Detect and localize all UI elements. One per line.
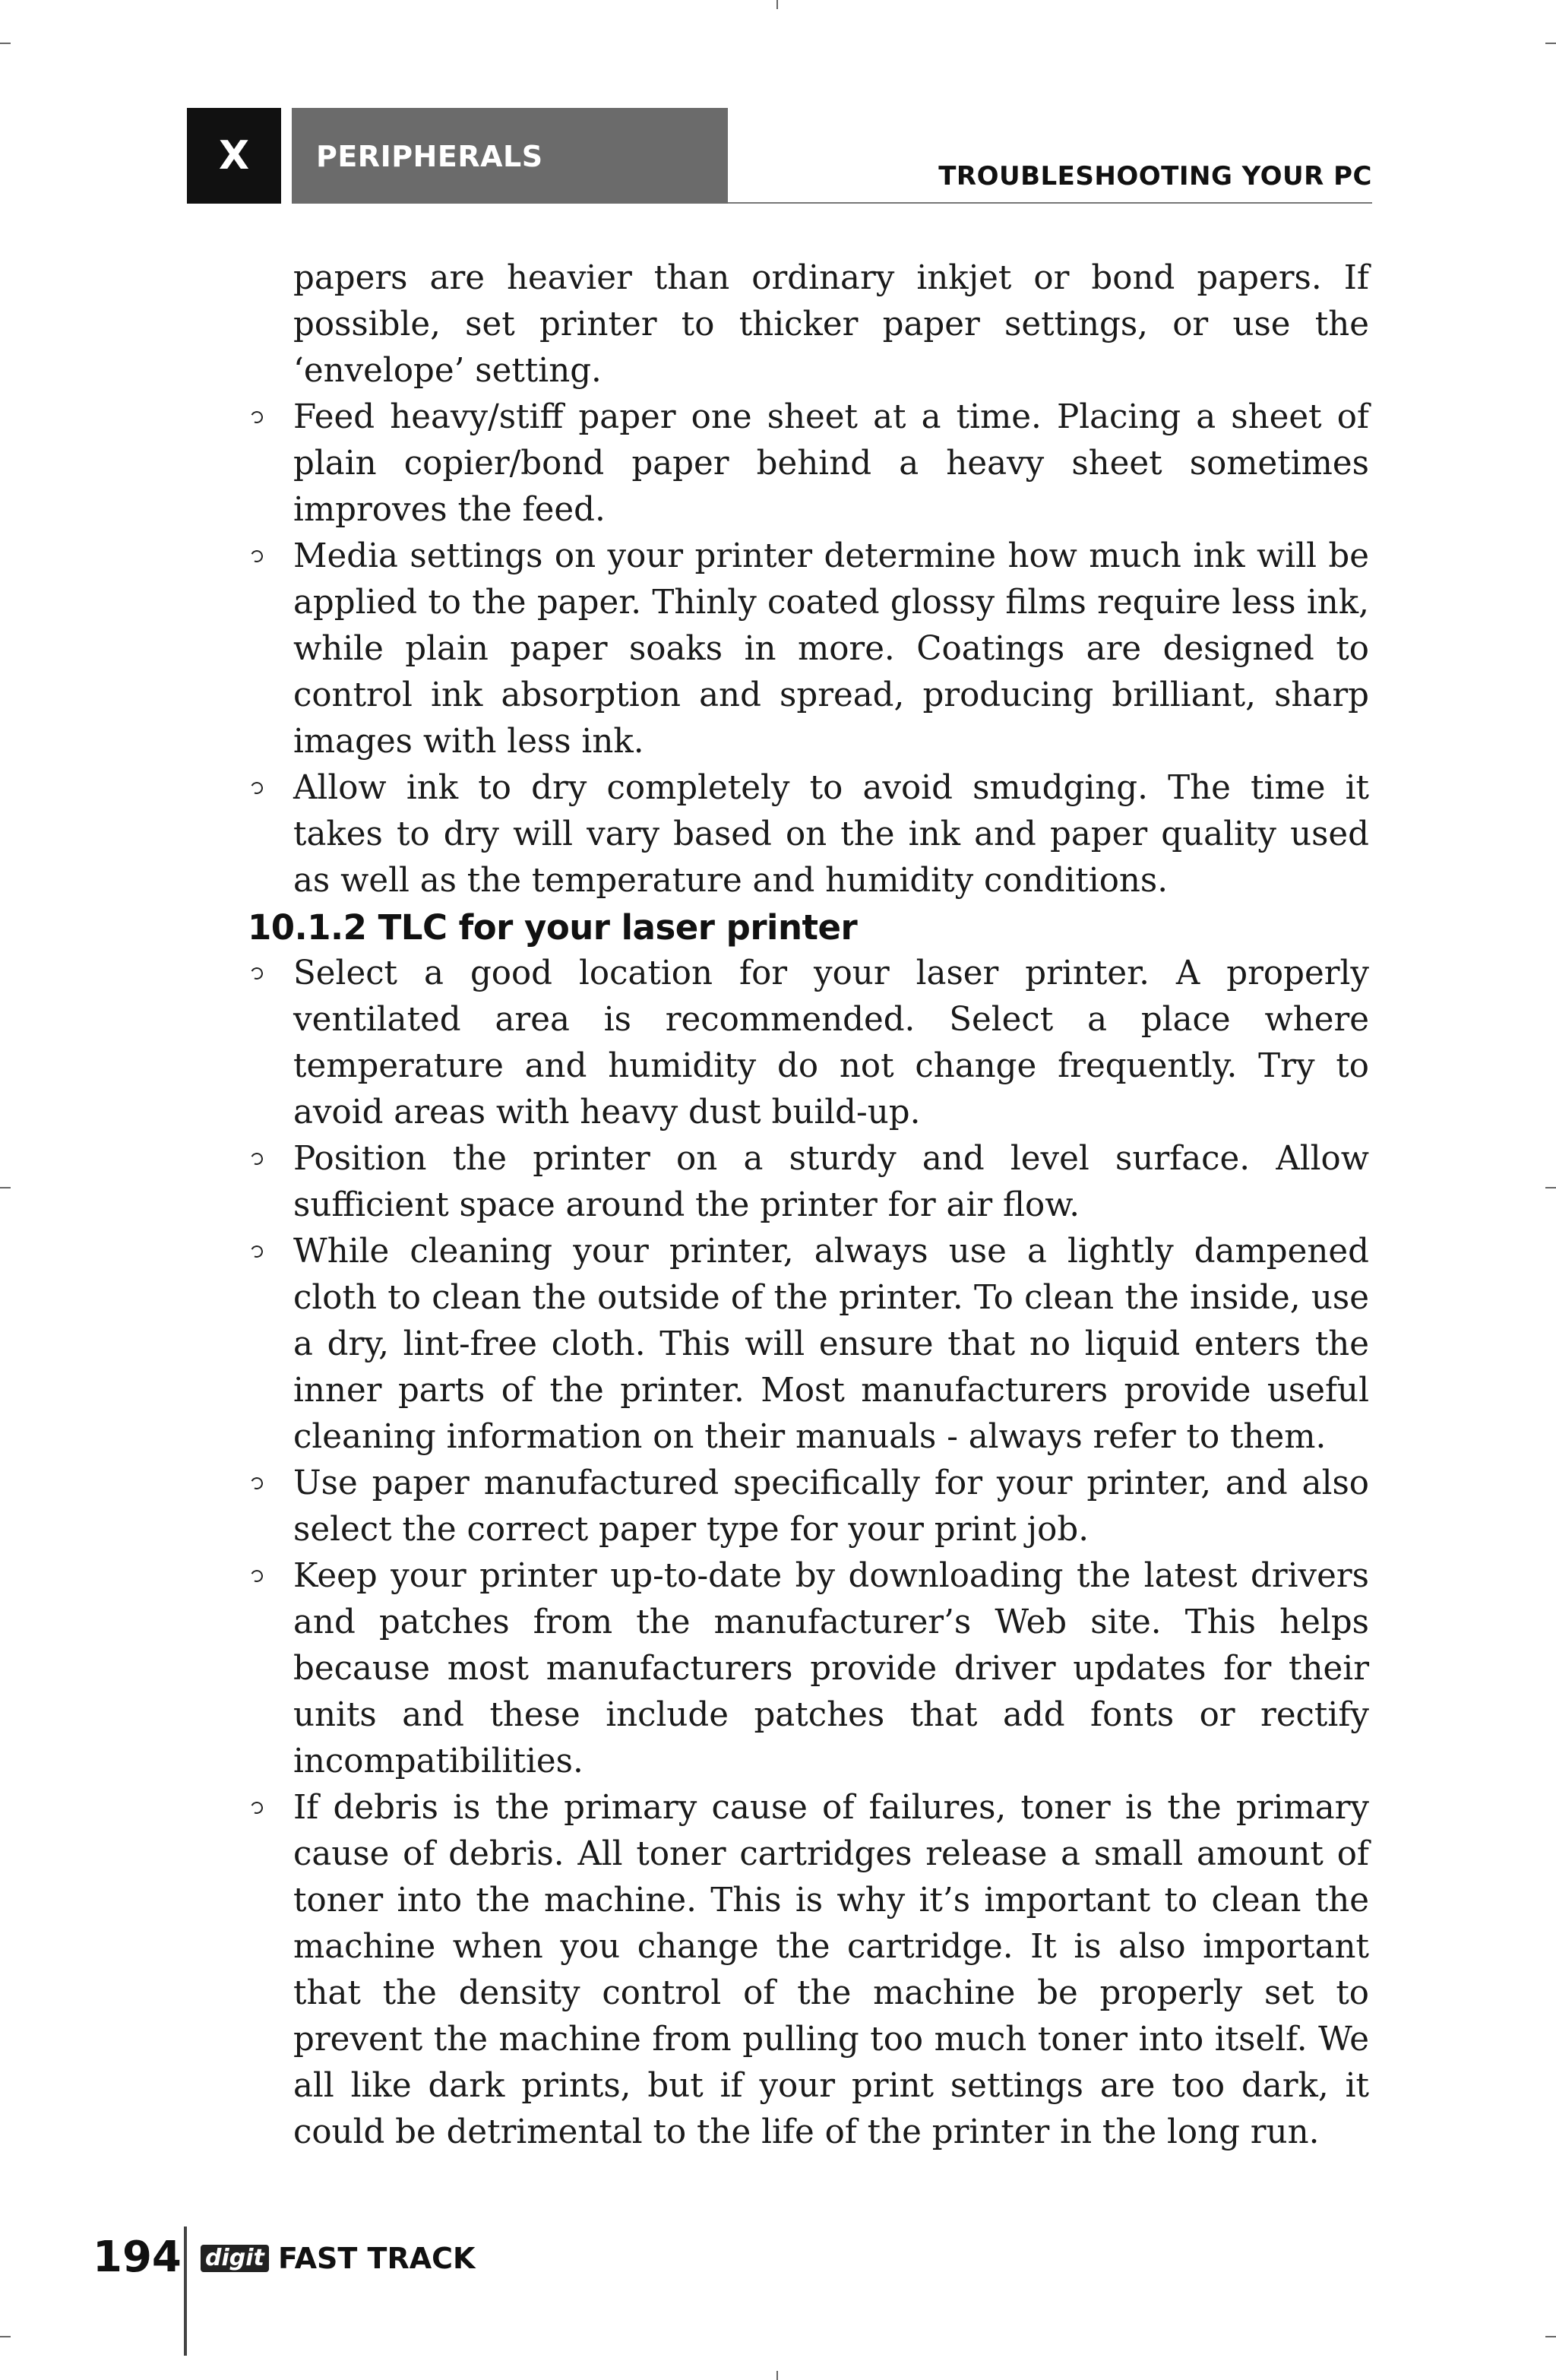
list-item-text: Feed heavy/stiff paper one sheet at a time. Placing a sheet of plain copier/bond paper behind a heavy sheet sometimes improves the feed.	[293, 398, 1369, 529]
bullet-icon	[249, 966, 265, 982]
header-rule	[728, 202, 1372, 204]
running-title: TROUBLESHOOTING YOUR PC	[938, 161, 1372, 191]
list-item-text: Use paper manufactured specifically for your printer, and also select the correct paper type for your print job.	[293, 1464, 1369, 1549]
bullet-icon	[249, 1151, 265, 1167]
crop-mark-top-right	[1545, 43, 1556, 44]
list-item-text: If debris is the primary cause of failures, toner is the primary cause of debris. All toner cartridges release a small amount of toner into the machine. This is why it’s important to clean the machine when you change the cartridge. It is also important that the density control of the machine be properly set to prevent the machine from pulling too much toner into itself. We all like dark prints, but if your print settings are too dark, it could be detrimental to the life of the printer in the long run.	[293, 1789, 1369, 2151]
list-item	[248, 951, 1369, 1136]
list-item-text: Position the printer on a sturdy and level surface. Allow sufficient space around the printer for air flow.	[293, 1140, 1369, 1224]
bullet-icon	[249, 410, 265, 426]
crop-mark-bottom-center	[776, 2371, 778, 2380]
list-item-text: Media settings on your printer determine how much ink will be applied to the paper. Thinly coated glossy films require less ink, while plain paper soaks in more. Coatings are designed to control ink absorption and spread, producing brilliant, sharp images with less ink.	[293, 537, 1369, 761]
section-tab: PERIPHERALS	[292, 108, 728, 204]
crop-mark-bottom-right	[1545, 2336, 1556, 2337]
list-item-text: Keep your printer up-to-date by downloading the latest drivers and patches from the manufacturer’s Web site. This helps because most manufacturers provide driver updates for their units and these include patches that add fonts or rectify incompatibilities.	[293, 1557, 1369, 1780]
list-item	[248, 1553, 1369, 1785]
list-item	[248, 394, 1369, 533]
list-item-text: Select a good location for your laser printer. A properly ventilated area is recommended. Select a place where temperature and humidity do not change frequently. Try to avoid areas with heavy dust build-up.	[293, 954, 1369, 1131]
continued-paragraph: papers are heavier than ordinary inkjet or bond papers. If possible, set printer to thicker paper settings, or use the ‘envelope’ setting.	[293, 259, 1369, 390]
list-item	[248, 1136, 1369, 1229]
chapter-marker: X	[187, 108, 281, 204]
crop-mark-mid-left	[0, 1187, 11, 1188]
crop-mark-top-center	[776, 0, 778, 9]
bullet-icon	[249, 780, 265, 796]
bullet-icon	[249, 1800, 265, 1816]
bullet-icon	[249, 1476, 265, 1492]
bullet-icon	[249, 1568, 265, 1584]
list-item-text: While cleaning your printer, always use a lightly dampened cloth to clean the outside of the printer. To clean the inside, use a dry, lint-free cloth. This will ensure that no liquid enters the inner parts of the printer. Most manufacturers provide useful cleaning information on their manuals - always refer to them.	[293, 1233, 1369, 1456]
digit-logo: digit	[201, 2245, 269, 2272]
footer-rule	[184, 2227, 187, 2356]
body-text	[248, 255, 1369, 2156]
list-item	[248, 1785, 1369, 2156]
list-item	[248, 765, 1369, 904]
list-item	[248, 533, 1369, 765]
list-item	[248, 1229, 1369, 1461]
crop-mark-bottom-left	[0, 2336, 11, 2337]
list-item-text: Allow ink to dry completely to avoid smudging. The time it takes to dry will vary based on the ink and paper quality used as well as the temperature and humidity conditions.	[293, 769, 1369, 900]
bullet-icon	[249, 1244, 265, 1260]
crop-mark-mid-right	[1545, 1187, 1556, 1188]
section-heading: 10.1.2 TLC for your laser printer	[248, 907, 858, 948]
list-item	[248, 1461, 1369, 1553]
crop-mark-top-left	[0, 43, 11, 44]
bullet-icon	[249, 549, 265, 565]
page-number: 194	[93, 2233, 182, 2282]
publication-name: FAST TRACK	[278, 2242, 476, 2275]
